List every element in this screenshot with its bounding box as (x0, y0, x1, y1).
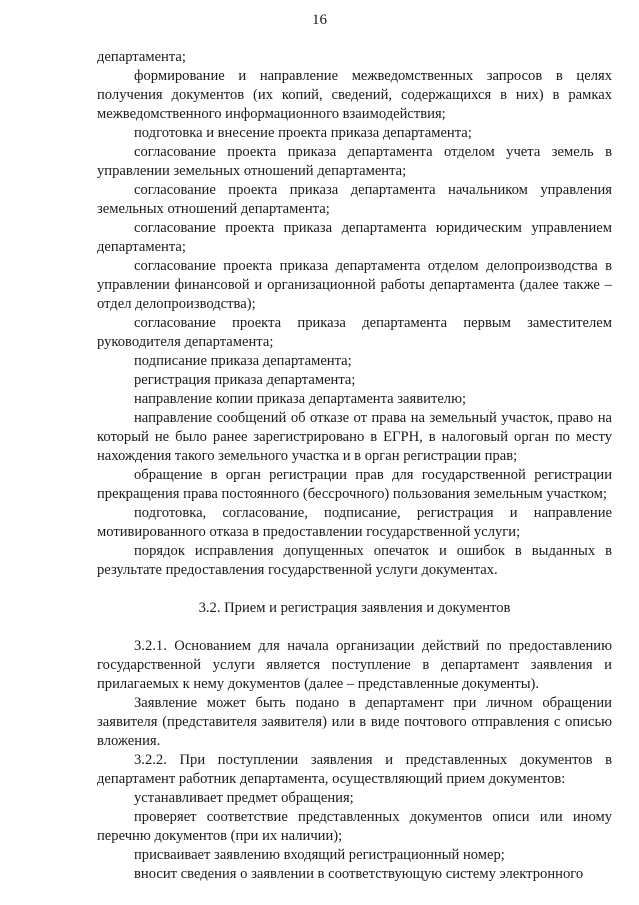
paragraphs-top (97, 48, 612, 580)
paragraph: направление сообщений об отказе от права на земельный участок, право на который не было ранее зарегистрировано в ЕГРН, в налоговый орган по месту нахождения такого земельного участка и в орган регистрации прав; (97, 410, 612, 464)
paragraphs-bottom (97, 637, 612, 884)
paragraph: подготовка, согласование, подписание, регистрация и направление мотивированного отказа в предоставлении государственной услуги; (97, 505, 612, 540)
paragraph: согласование проекта приказа департамента начальником управления земельных отношений департамента; (97, 182, 612, 217)
paragraph: 3.2.2. При поступлении заявления и представленных документов в департамент работник департамента, осуществляющий прием документов: (97, 752, 612, 787)
paragraph: согласование проекта приказа департамента первым заместителем руководителя департамента; (97, 315, 612, 350)
paragraph: Заявление может быть подано в департамент при личном обращении заявителя (представителя заявителя) или в виде почтового отправления с описью вложения. (97, 695, 612, 749)
paragraph: подготовка и внесение проекта приказа департамента; (134, 125, 472, 141)
paragraph: согласование проекта приказа департамента юридическим управлением департамента; (97, 220, 612, 255)
paragraph: подписание приказа департамента; (134, 353, 352, 369)
paragraph: обращение в орган регистрации прав для государственной регистрации прекращения права постоянного (бессрочного) пользования земельным участком; (97, 467, 612, 502)
paragraph: вносит сведения о заявлении в соответствующую систему электронного (134, 866, 584, 882)
page-number: 16 (312, 12, 327, 28)
paragraph: согласование проекта приказа департамента отделом делопроизводства в управлении финансовой и организационной работы департамента (далее также – отдел делопроизводства); (97, 258, 612, 312)
paragraph: устанавливает предмет обращения; (134, 790, 354, 806)
paragraph: направление копии приказа департамента заявителю; (134, 391, 467, 407)
paragraph: согласование проекта приказа департамента отделом учета земель в управлении земельных отношений департамента; (97, 144, 612, 179)
paragraph: присваивает заявлению входящий регистрационный номер; (134, 847, 505, 863)
paragraph: проверяет соответствие представленных документов описи или иному перечню документов (при их наличии); (97, 809, 612, 844)
paragraph: регистрация приказа департамента; (134, 372, 356, 388)
section-heading: 3.2. Прием и регистрация заявления и документов (198, 600, 511, 616)
paragraph: департамента; (97, 49, 186, 65)
paragraph: 3.2.1. Основанием для начала организации действий по предоставлению государственной услуги является поступление в департамент заявления и прилагаемых к нему документов (далее – представленные документы). (97, 638, 612, 692)
document-body (97, 48, 612, 884)
paragraph: формирование и направление межведомственных запросов в целях получения документов (их копий, сведений, содержащихся в них) в рамках межведомственного информационного взаимодействия; (97, 68, 612, 122)
paragraph: порядок исправления допущенных опечаток и ошибок в выданных в результате предоставления государственной услуги документах. (97, 543, 612, 578)
